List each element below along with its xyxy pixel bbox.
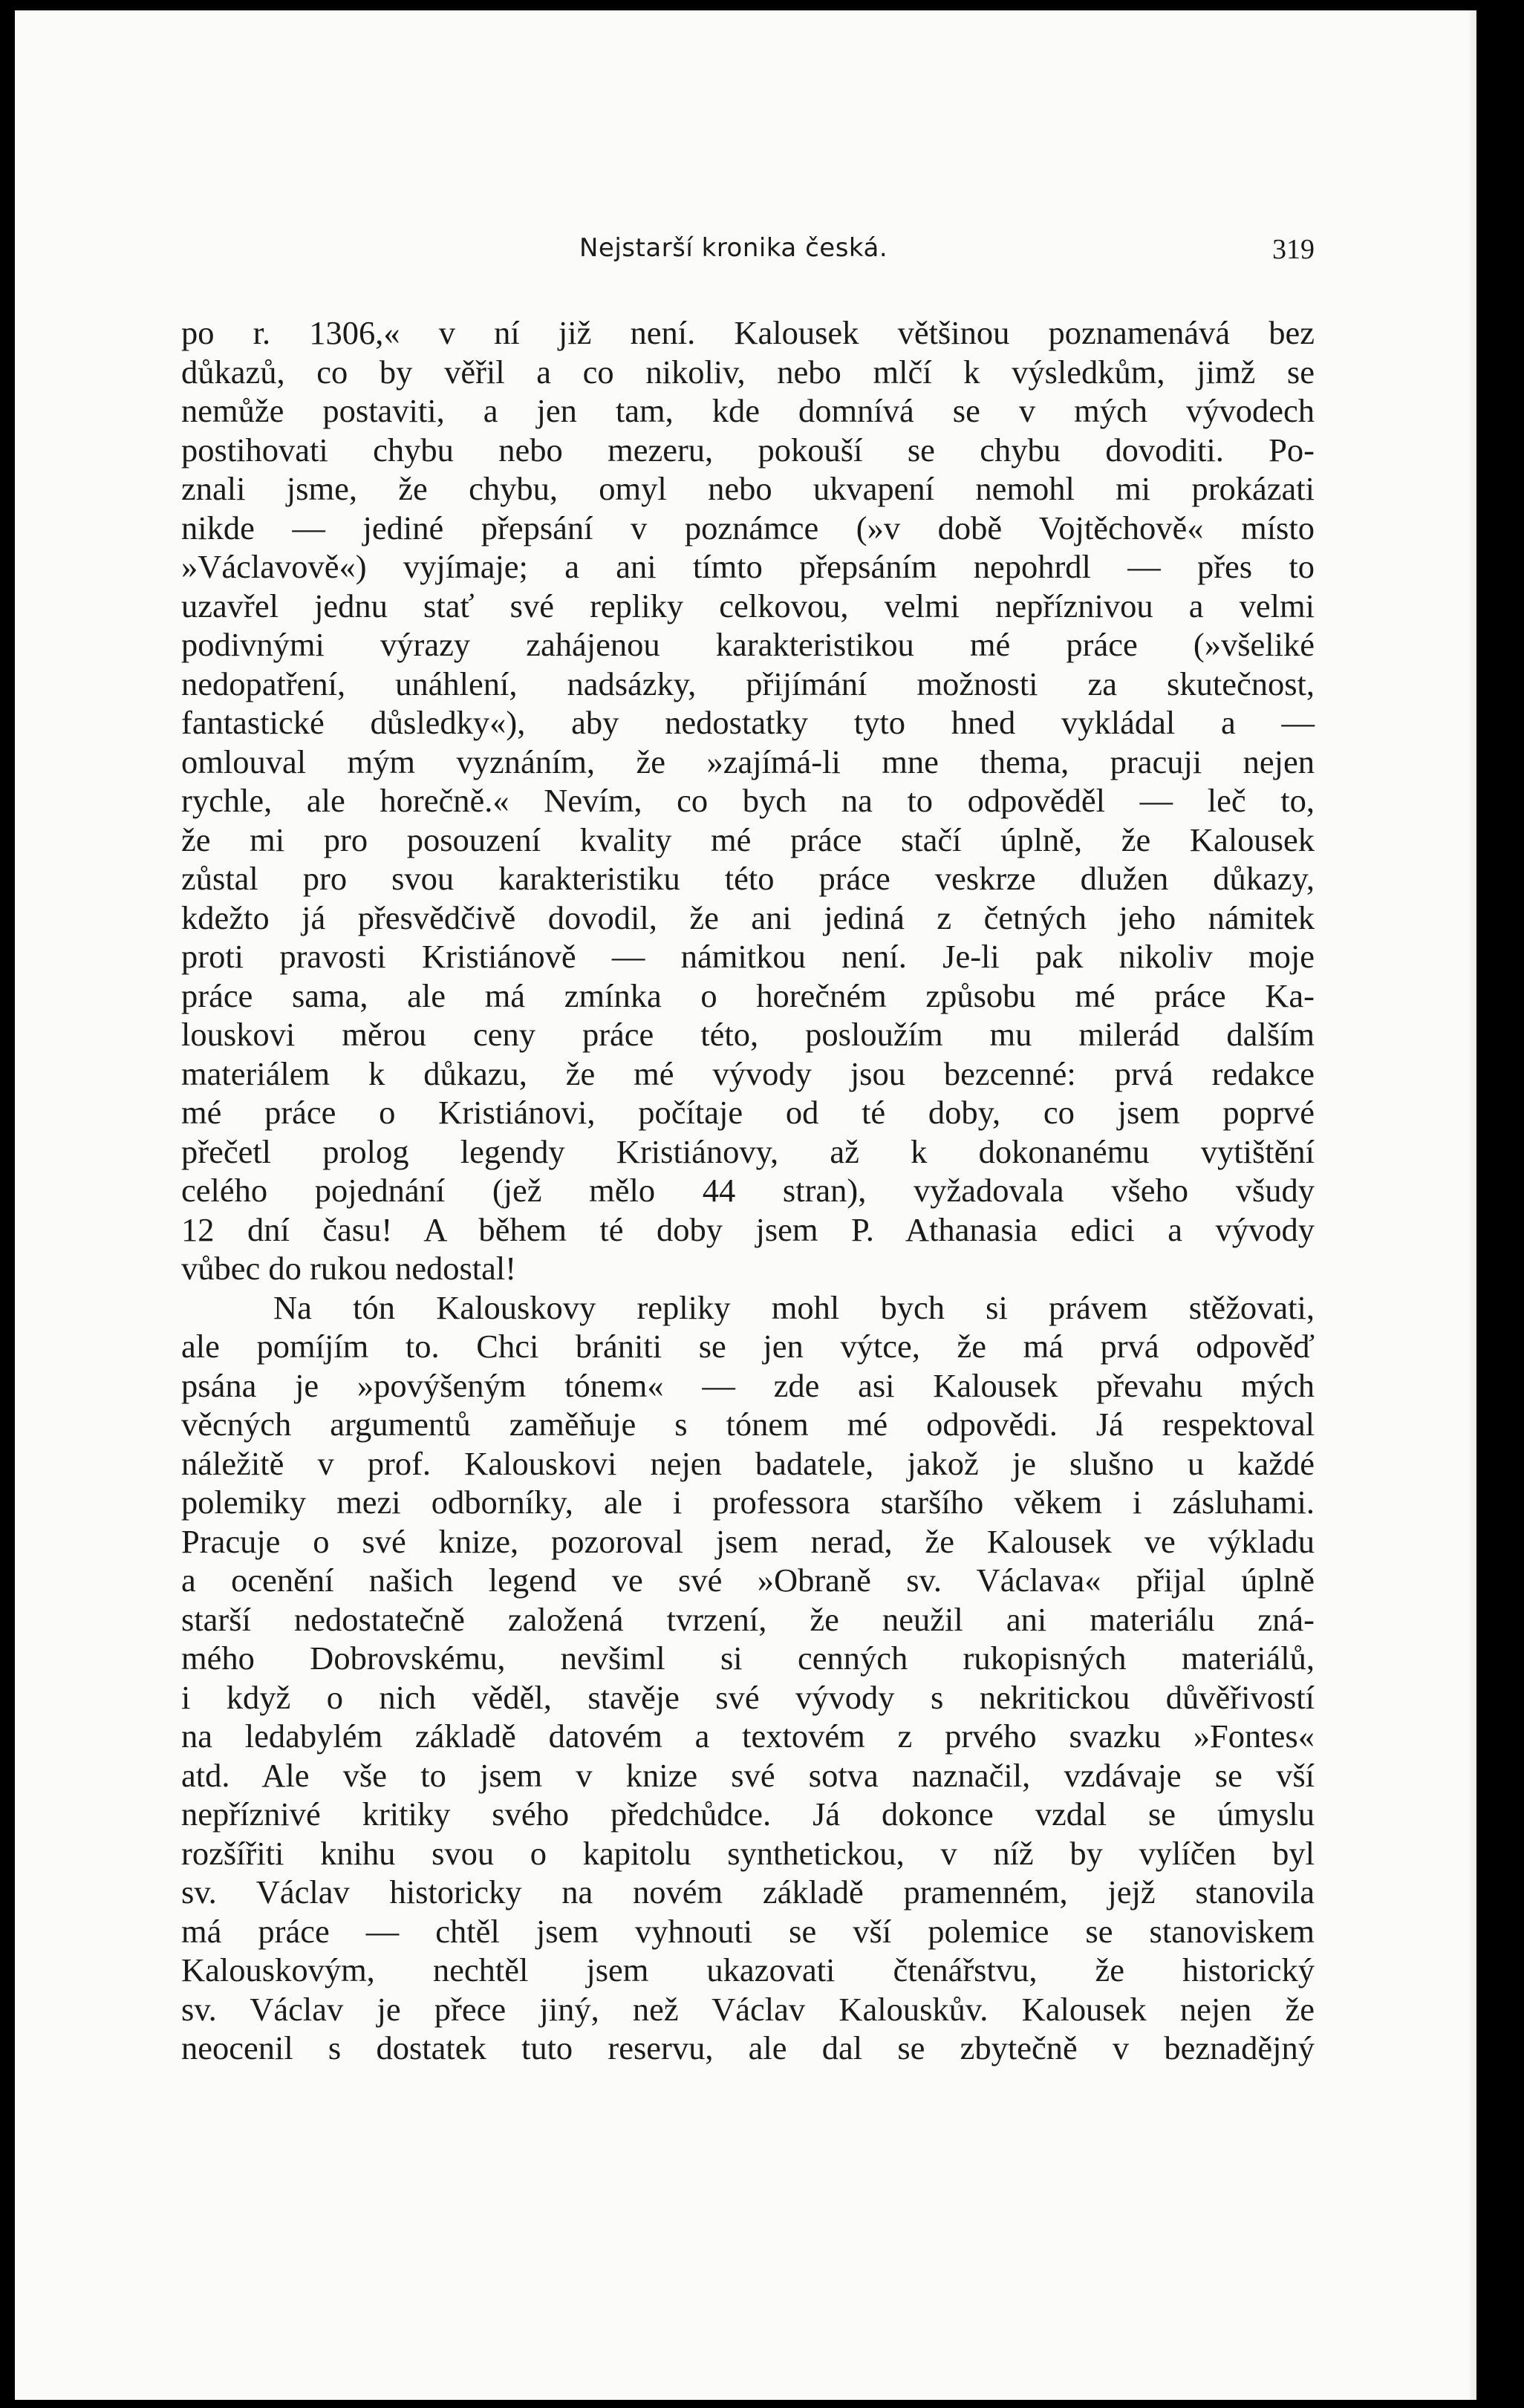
text-line: ale pomíjím to. Chci brániti se jen výtce, že má prvá odpověď — [181, 1328, 1315, 1365]
text-line: přečetl prolog legendy Kristiánovy, až k dokonanému vytištění — [181, 1132, 1315, 1170]
text-line: a ocenění našich legend ve své »Obraně sv. Václava« přijal úplně — [181, 1562, 1315, 1599]
running-title: Nejstarší kronika česká. — [579, 233, 888, 263]
text-line: na ledabylém základě datovém a textovém z prvého svazku »Fontes« — [181, 1717, 1315, 1755]
text-line: má práce — chtěl jsem vyhnouti se vší polemice se stanoviskem — [181, 1912, 1315, 1950]
text-line: uzavřel jednu stať své repliky celkovou, velmi nepříznivou a velmi — [181, 587, 1315, 624]
text-line: nedopatření, unáhlení, nadsázky, přijímání možnosti za skutečnost, — [181, 665, 1315, 702]
text-line: materiálem k důkazu, že mé vývody jsou bezcenné: prvá redakce — [181, 1054, 1315, 1092]
body-text — [181, 313, 1315, 2068]
text-line: proti pravosti Kristiánově — námitkou není. Je-li pak nikoliv moje — [181, 938, 1315, 975]
text-line: nikde — jediné přepsání v poznámce (»v době Vojtěchově« místo — [181, 509, 1315, 546]
text-line: mé práce o Kristiánovi, počítaje od té doby, co jsem poprvé — [181, 1094, 1315, 1131]
text-line: po r. 1306,« v ní již není. Kalousek většinou poznamenává bez — [181, 314, 1315, 351]
book-page — [15, 10, 1476, 2400]
text-line: mého Dobrovskému, nevšiml si cenných rukopisných materiálů, — [181, 1639, 1315, 1677]
scan-edge-shadow — [1468, 10, 1476, 2400]
text-line: psána je »povýšeným tónem« — zde asi Kalousek převahu mých — [181, 1366, 1315, 1404]
text-line: omlouval mým vyznáním, že »zajímá-li mne thema, pracuji nejen — [181, 743, 1315, 780]
text-line: práce sama, ale má zmínka o horečném způsobu mé práce Ka- — [181, 976, 1315, 1014]
text-line: i když o nich věděl, stavěje své vývody s nekritickou důvěřivostí — [181, 1678, 1315, 1716]
text-line: rychle, ale horečně.« Nevím, co bych na to odpověděl — leč to, — [181, 782, 1315, 819]
text-line: podivnými výrazy zahájenou karakteristikou mé práce (»všeliké — [181, 626, 1315, 663]
text-line: »Václavově«) vyjímaje; a ani tímto přepsáním nepohrdl — přes to — [181, 548, 1315, 585]
text-line: Na tón Kalouskovy repliky mohl bych si právem stěžovati, — [273, 1288, 1315, 1326]
text-line: starší nedostatečně založená tvrzení, že neužil ani materiálu zná- — [181, 1600, 1315, 1638]
text-line: louskovi měrou ceny práce této, posloužím mu milerád dalším — [181, 1016, 1315, 1053]
text-line: celého pojednání (jež mělo 44 stran), vyžadovala všeho všudy — [181, 1172, 1315, 1209]
text-line: nepříznivé kritiky svého předchůdce. Já dokonce vzdal se úmyslu — [181, 1795, 1315, 1833]
text-line: neocenil s dostatek tuto reservu, ale dal se zbytečně v beznadějný — [181, 2029, 1315, 2066]
text-line: nemůže postaviti, a jen tam, kde domnívá se v mých vývodech — [181, 392, 1315, 429]
text-line: znali jsme, že chybu, omyl nebo ukvapení nemohl mi prokázati — [181, 470, 1315, 507]
text-line: 12 dní času! A během té doby jsem P. Athanasia edici a vývody — [181, 1210, 1315, 1248]
text-line: důkazů, co by věřil a co nikoliv, nebo mlčí k výsledkům, jimž se — [181, 353, 1315, 391]
text-line: vůbec do rukou nedostal! — [181, 1250, 517, 1287]
text-line: postihovati chybu nebo mezeru, pokouší se chybu dovoditi. Po- — [181, 431, 1315, 469]
text-line: Pracuje o své knize, pozoroval jsem nerad, že Kalousek ve výkladu — [181, 1522, 1315, 1560]
text-line: Kalouskovým, nechtěl jsem ukazovati čtenářstvu, že historický — [181, 1951, 1315, 1988]
text-line: sv. Václav historicky na novém základě pramenném, jejž stanovila — [181, 1873, 1315, 1911]
text-line: kdežto já přesvědčivě dovodil, že ani jediná z četných jeho námitek — [181, 898, 1315, 936]
text-line: fantastické důsledky«), aby nedostatky tyto hned vykládal a — — [181, 704, 1315, 741]
text-line: zůstal pro svou karakteristiku této práce veskrze dlužen důkazy, — [181, 860, 1315, 897]
text-line: že mi pro posouzení kvality mé práce stačí úplně, že Kalousek — [181, 820, 1315, 858]
text-line: náležitě v prof. Kalouskovi nejen badatele, jakož je slušno u každé — [181, 1444, 1315, 1482]
text-line: polemiky mezi odborníky, ale i professora staršího věkem i zásluhami. — [181, 1484, 1315, 1521]
text-line: věcných argumentů zaměňuje s tónem mé odpovědi. Já respektoval — [181, 1406, 1315, 1443]
text-line: atd. Ale vše to jsem v knize své sotva naznačil, vzdávaje se vší — [181, 1756, 1315, 1794]
text-line: sv. Václav je přece jiný, než Václav Kalouskův. Kalousek nejen že — [181, 1990, 1315, 2028]
page-number: 319 — [1272, 234, 1315, 265]
page-header — [178, 233, 1315, 278]
text-line: rozšířiti knihu svou o kapitolu synthetickou, v níž by vylíčen byl — [181, 1834, 1315, 1872]
